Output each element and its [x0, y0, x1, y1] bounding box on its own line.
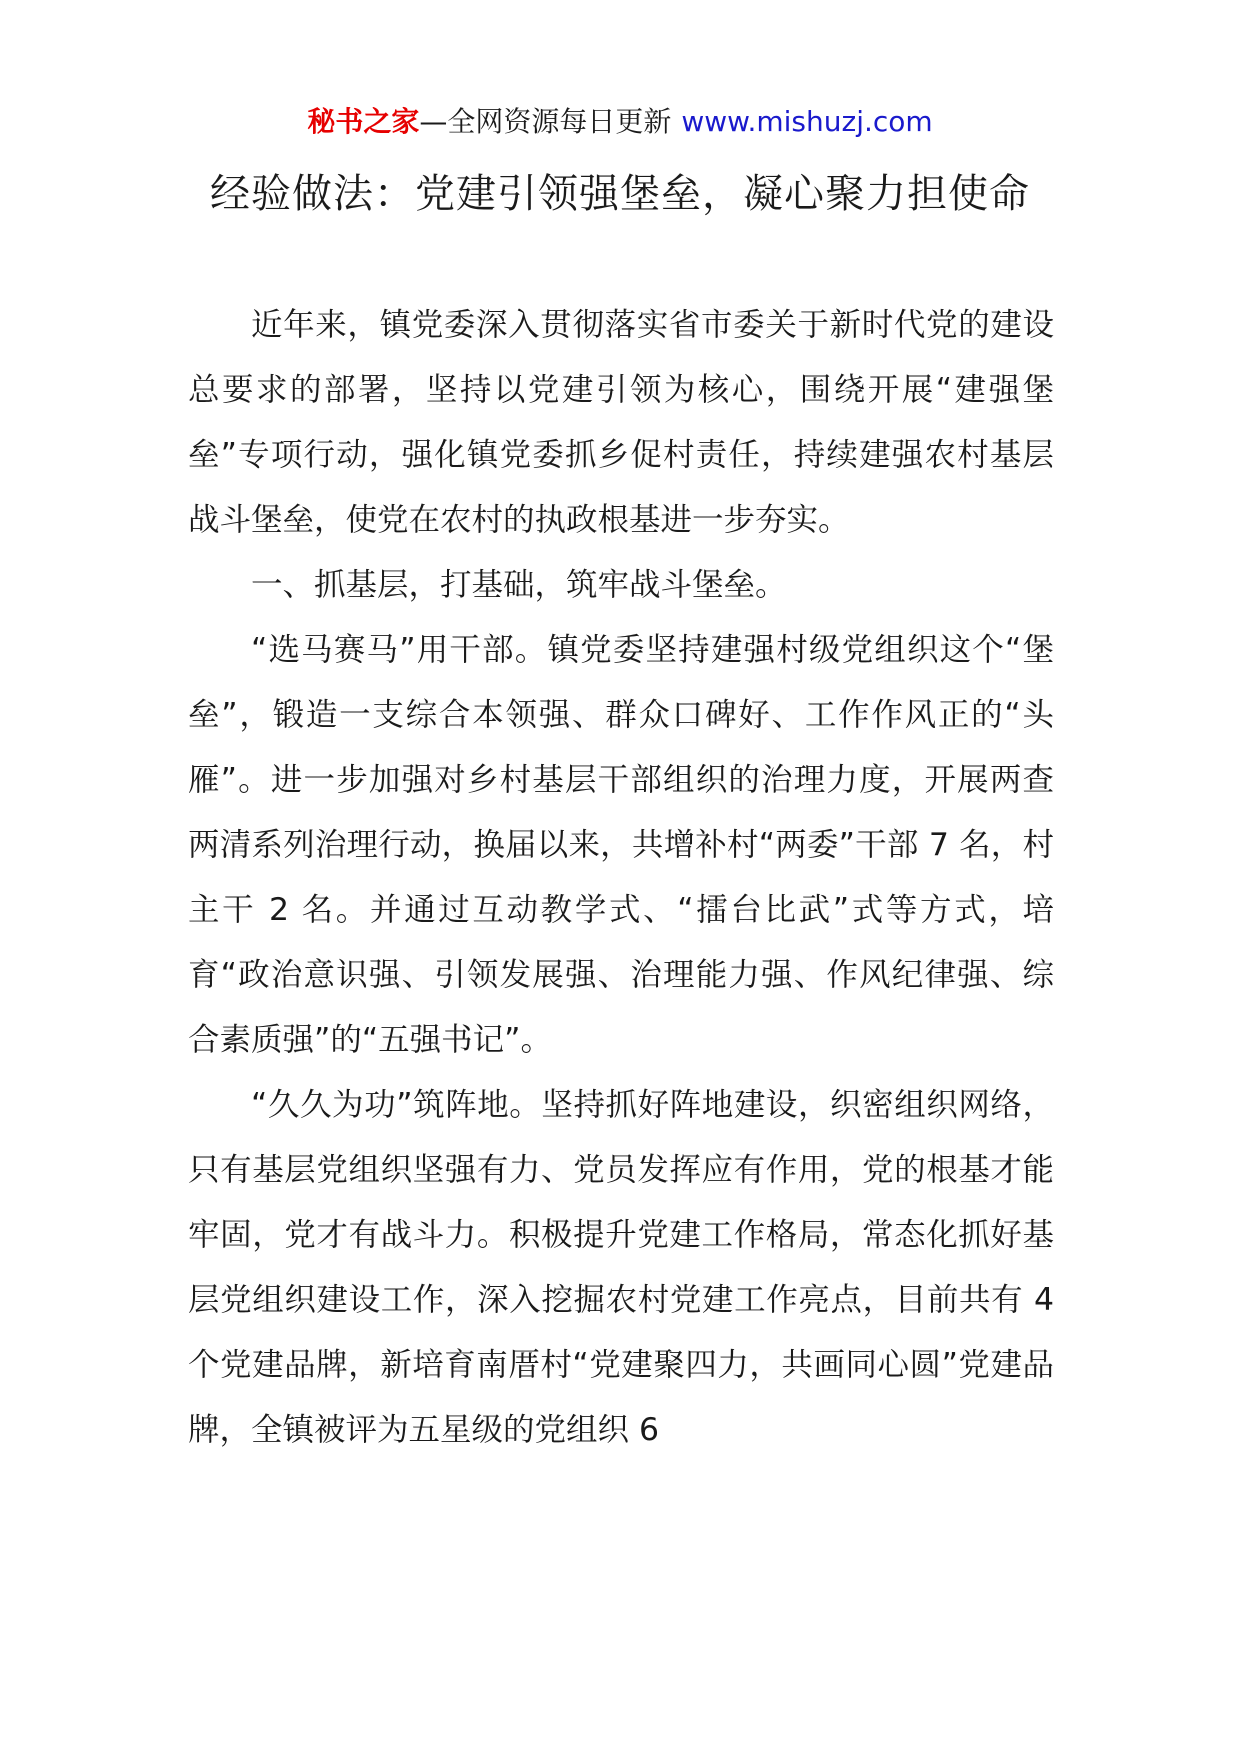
body-paragraph-cadres: “选马赛马”用干部。镇党委坚持建强村级党组织这个“堡垒”，锻造一支综合本领强、群众口碑好、工作作风正的“头雁”。进一步加强对乡村基层干部组织的治理力度，开展两查两清系列治理行动，换届以来，共增补村“两委”干部 7 名，村主干 2 名。并通过互动教学式、“擂台比武”式等方式，培育“政治意识强、引领发展强、治理能力强、作风纪律强、综合素质强”的“五强书记”。: [188, 632, 1054, 1058]
site-header: [0, 102, 1240, 142]
header-tagline: —全网资源每日更新: [419, 105, 672, 138]
document-title: 经验做法：党建引领强堡垒，凝心聚力担使命: [210, 171, 1030, 217]
body-paragraph-position: “久久为功”筑阵地。坚持抓好阵地建设，织密组织网络，只有基层党组织坚强有力、党员发挥应有作用，党的根基才能牢固，党才有战斗力。积极提升党建工作格局，常态化抓好基层党组织建设工作，深入挖掘农村党建工作亮点，目前共有 4 个党建品牌，新培育南厝村“党建聚四力，共画同心圆”党建品牌，全镇被评为五星级的党组织 6: [188, 1087, 1054, 1448]
body-paragraph-intro: 近年来，镇党委深入贯彻落实省市委关于新时代党的建设总要求的部署，坚持以党建引领为核心，围绕开展“建强堡垒”专项行动，强化镇党委抓乡促村责任，持续建强农村基层战斗堡垒，使党在农村的执政根基进一步夯实。: [188, 307, 1054, 538]
document-body: [188, 293, 1054, 1463]
brand-name: 秘书之家: [307, 105, 420, 138]
site-url-link[interactable]: www.mishuzj.com: [681, 105, 933, 138]
section-heading-one: 一、抓基层，打基础，筑牢战斗堡垒。: [251, 567, 787, 603]
